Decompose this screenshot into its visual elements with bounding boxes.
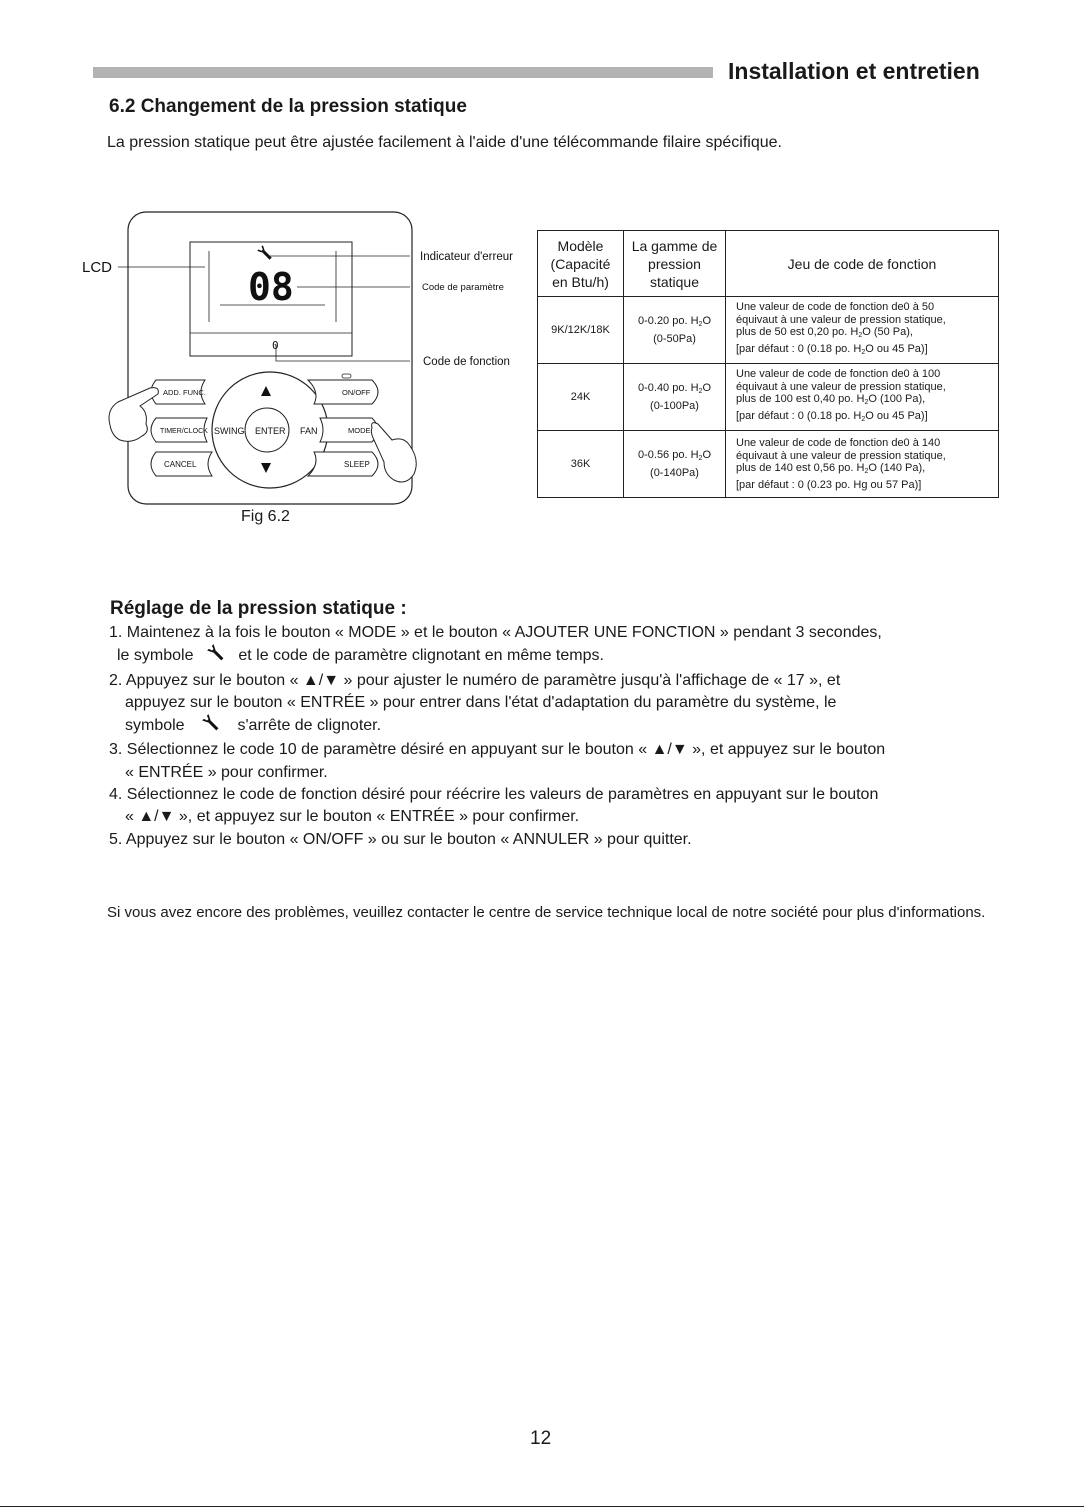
- cell-range: 0-0.40 po. $H_2O$ (0-100Pa): [624, 364, 726, 431]
- section-title: 6.2 Changement de la pression statique: [109, 96, 467, 117]
- step-5-line-1: 5. Appuyez sur le bouton « ON/OFF » ou sur le bouton « ANNULER » pour quitter.: [109, 830, 692, 848]
- cancel-label: CANCEL: [164, 460, 197, 469]
- step-3-line-2: « ENTRÉE » pour confirmer.: [125, 763, 328, 781]
- lcd-label: LCD: [82, 259, 113, 276]
- fan-label: FAN: [300, 426, 318, 436]
- table-row: [538, 431, 999, 498]
- mode-label: MODE: [348, 426, 371, 435]
- swing-label: SWING: [214, 426, 245, 436]
- header-range: La gamme de pression statique: [624, 231, 726, 297]
- callout-function: Code de fonction: [423, 356, 510, 368]
- steps-list: [109, 622, 885, 851]
- step-1-line-1: 1. Maintenez à la fois le bouton « MODE » et le bouton « AJOUTER UNE FONCTION » pendant 3 secondes,: [109, 624, 882, 641]
- cell-description: Une valeur de code de fonction de0 à 140 équivaut à une valeur de pression statique, plus de 140 est 0,56 po. $H_2O$ (140 Pa), [par défaut : 0 (0.23 po. Hg ou 57 Pa)]: [726, 431, 999, 498]
- header-model: Modèle (Capacité en Btu/h): [538, 231, 624, 297]
- timer-label: TIMER/CLOCK: [160, 428, 208, 435]
- add-func-label: ADD. FUNC.: [163, 388, 206, 397]
- cell-model: 9K/12K/18K: [538, 297, 624, 364]
- figure-caption: Fig 6.2: [241, 508, 290, 525]
- cell-range: 0-0.56 po. $H_2O$ (0-140Pa): [624, 431, 726, 498]
- page-number: 12: [530, 1428, 552, 1449]
- remote-controller-figure: [80, 205, 530, 515]
- bottom-rule: [0, 1506, 1084, 1507]
- cell-range: 0-0.20 po. $H_2O$ (0-50Pa): [624, 297, 726, 364]
- table-row: [538, 297, 999, 364]
- step-2-line-1: 2. Appuyez sur le bouton « ▲/▼ » pour ajuster le numéro de paramètre jusqu'à l'affichage de « 17 », et: [109, 671, 841, 689]
- section-intro: La pression statique peut être ajustée facilement à l'aide d'une télécommande filaire spécifique.: [107, 134, 782, 151]
- callout-param: Code de paramètre: [422, 282, 504, 293]
- table-row: [538, 364, 999, 431]
- table-header-row: [538, 231, 999, 297]
- cell-model: 24K: [538, 364, 624, 431]
- lcd-digits: 08: [248, 265, 294, 309]
- cell-description: Une valeur de code de fonction de0 à 100 équivaut à une valeur de pression statique, plus de 100 est 0,40 po. $H_2O$ (100 Pa), [par défaut : 0 (0.18 po. $H_2O$ ou 45 Pa)]: [726, 364, 999, 431]
- header-bar: [93, 67, 713, 78]
- step-4-line-2: « ▲/▼ », et appuyez sur le bouton « ENTRÉE » pour confirmer.: [125, 808, 580, 826]
- cell-model: 36K: [538, 431, 624, 498]
- enter-label: ENTER: [255, 426, 286, 436]
- cell-description: Une valeur de code de fonction de0 à 50 équivaut à une valeur de pression statique, plus de 50 est 0,20 po. $H_2O$ (50 Pa), [par défaut : 0 (0.18 po. $H_2O$ ou 45 Pa)]: [726, 297, 999, 364]
- header-title: Installation et entretien: [728, 58, 980, 84]
- step-3-line-1: 3. Sélectionnez le code 10 de paramètre désiré en appuyant sur le bouton « ▲/▼ », et appuyez sur le bouton: [109, 741, 886, 759]
- callout-error: Indicateur d'erreur: [420, 251, 513, 263]
- step-4-line-1: 4. Sélectionnez le code de fonction désiré pour réécrire les valeurs de paramètres en appuyant sur le bouton: [109, 786, 879, 804]
- onoff-label: ON/OFF: [342, 388, 371, 397]
- sleep-label: SLEEP: [344, 460, 370, 469]
- header-code: Jeu de code de fonction: [726, 231, 999, 297]
- reglage-title: Réglage de la pression statique :: [110, 598, 407, 619]
- lcd-function-digit: 0: [272, 339, 279, 352]
- step-2-line-2: appuyez sur le bouton « ENTRÉE » pour entrer dans l'état d'adaptation du paramètre du système, le: [125, 693, 837, 711]
- spec-table: [537, 230, 999, 498]
- wrench-icon: [189, 714, 233, 739]
- step-1-line-2: le symbole et le code de paramètre clignotant en même temps.: [109, 644, 885, 669]
- wrench-icon: [198, 644, 234, 669]
- step-2-line-3: symbole s'arrête de clignoter.: [109, 714, 885, 739]
- contact-note: Si vous avez encore des problèmes, veuillez contacter le centre de service technique local de notre société pour plus d'informations.: [107, 904, 986, 921]
